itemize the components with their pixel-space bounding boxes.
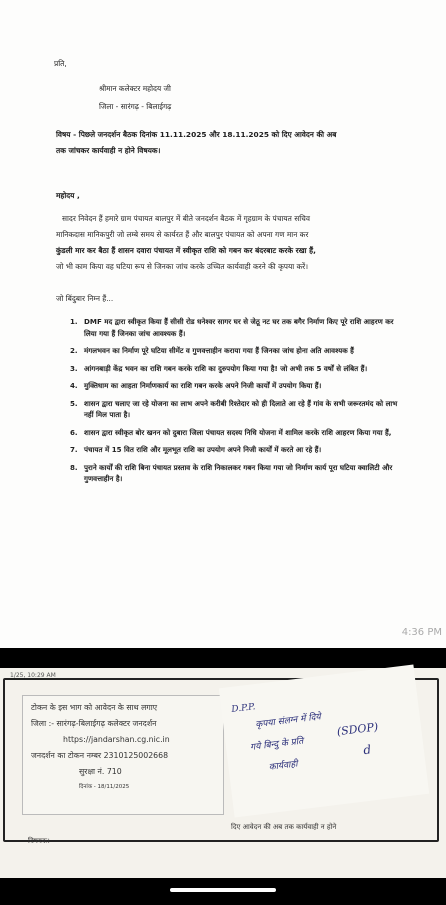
- list-item: 2. मंगलभवन का निर्माण पूरे घटिया सीमेंट व गुणवत्ताहीन कराया गया हैं जिनका जांच होना अति आवश्यक हैं: [70, 346, 354, 355]
- addressee: श्रीमान कलेक्टर महोदय जी: [99, 84, 171, 93]
- slip-line-2: जिला :- सारंगढ़-बिलाईगढ़ कलेक्टर जनदर्शन: [31, 719, 157, 728]
- hand-line-3: गये बिन्दु के प्रति: [249, 736, 304, 753]
- subject-line-2: तक जांचकर कार्यवाही न होने विषयक।: [56, 146, 161, 155]
- hand-mark: (SDOP): [336, 720, 379, 739]
- list-item: 3. आंगनबाड़ी केंद्र भवन का राशि गबन करके राशि का दुरुपयोग किया गया है! जो अभी तक 5 वर्षों से लंबित हैं।: [70, 363, 368, 373]
- handwritten-note: [219, 665, 429, 818]
- para-line-3: कुंडली मार कर बैठा हैं शासन दवारा पंचायत में स्वीकृत राशि को गबन कर बंदरबाट करके रखा हैं,: [56, 246, 316, 255]
- subject-line-1: विषय - पिछले जनदर्शन बैठक दिनांक 11.11.2025 और 18.11.2025 को दिए आवेदन की अब: [56, 130, 337, 139]
- para-line-1: सादर निवेदन हैं हमारे ग्राम पंचायत बालपुर में बीते जनदर्शन बैठक में गृहग्राम के पंचायत सचिव: [62, 214, 310, 223]
- list-item: 8. पुराने कार्यों की राशि बिना पंचायत प्रस्ताव के राशि निकालकर गबन किया गया जो निर्माण कार्य पूरा घटिया क्वालिटी और गुणवत्ताहीन है।: [70, 462, 393, 483]
- list-item: 6. शासन द्वारा स्वीकृत बोर खनन को दुबारा जिला पंचायत सदस्य निधि योजना में शामिल करके राशि आहरण किया गया हैं,: [70, 427, 392, 437]
- para-line-4: जो भी काम किया वह घटिया रूप से जिनका जांच करके उच्चित कार्यवाही करने की कृपया करें।: [56, 262, 308, 271]
- token-slip: [22, 695, 224, 815]
- prati-label: प्रति,: [54, 59, 67, 68]
- bottom-fragment: दिए आवेदन की अब तक कार्यवाही न होने: [231, 823, 337, 831]
- hand-line-1: D.P.P.: [230, 702, 256, 716]
- home-indicator[interactable]: [170, 888, 276, 892]
- para-line-2: मानिकदास मानिकपुरी जो लम्बे समय से कार्यरत हैं और बालपुर पंचायत को अपना गण मान कर: [56, 230, 309, 239]
- slip-token: जनदर्शन का टोकन नम्बर 2310125002668: [31, 751, 169, 760]
- slip-security: सुरक्षा नं. 710: [79, 767, 122, 776]
- status-time: 4:36 PM: [401, 627, 442, 638]
- receipt-photo: [0, 668, 446, 878]
- salutation: महोदय ,: [56, 191, 80, 200]
- hand-line-2: कृपया संलग्न में दिये: [254, 712, 322, 731]
- hand-line-4: कार्यवाही: [268, 759, 299, 773]
- district-line: जिला - सारंगढ़ - बिलाईगढ़: [99, 102, 172, 111]
- list-item: 5. शासन द्वारा चलाए जा रहे योजना का लाभ अपने करीबी रिश्तेदार को ही दिलाते आ रहे हैं गांव के सभी जरूरतमंद को लाभ नहीं मिल पाता है।: [70, 398, 398, 419]
- slip-date: दिनांक - 18/11/2025: [79, 784, 130, 790]
- slip-url: https://jandarshan.cg.nic.in: [63, 735, 170, 744]
- list-item: 4. मुक्तिधाम का आहता निर्माणकार्य का राशि गबन करके अपने निजी कार्यों में उपयोग किया हैं।: [70, 381, 322, 390]
- list-item: 1. DMF मद द्वारा स्वीकृत किया हैं सीसी रोड धनेश्वर सागर घर से जेठू नट घर तक बगैर निर्माण किए पूरे राशि आहरण कर लिया गया हैं जिनका जांच आवश्यक हैं।: [70, 317, 394, 338]
- hand-sign: d: [362, 742, 372, 758]
- slip-line-1: टोकन के इस भाग को आवेदन के साथ लगाए: [31, 703, 158, 712]
- photo-timestamp: 1/25, 10:29 AM: [10, 672, 56, 679]
- bottom-subject: विषयक।: [28, 837, 50, 845]
- points-list: [70, 316, 400, 491]
- points-intro: जो बिंदुबार निम्न हैं...: [56, 294, 114, 303]
- list-item: 7. पंचायत में 15 वित राशि और मूलभूत राशि का उपयोग अपने निजी कार्यों में करते आ रहे हैं।: [70, 445, 322, 454]
